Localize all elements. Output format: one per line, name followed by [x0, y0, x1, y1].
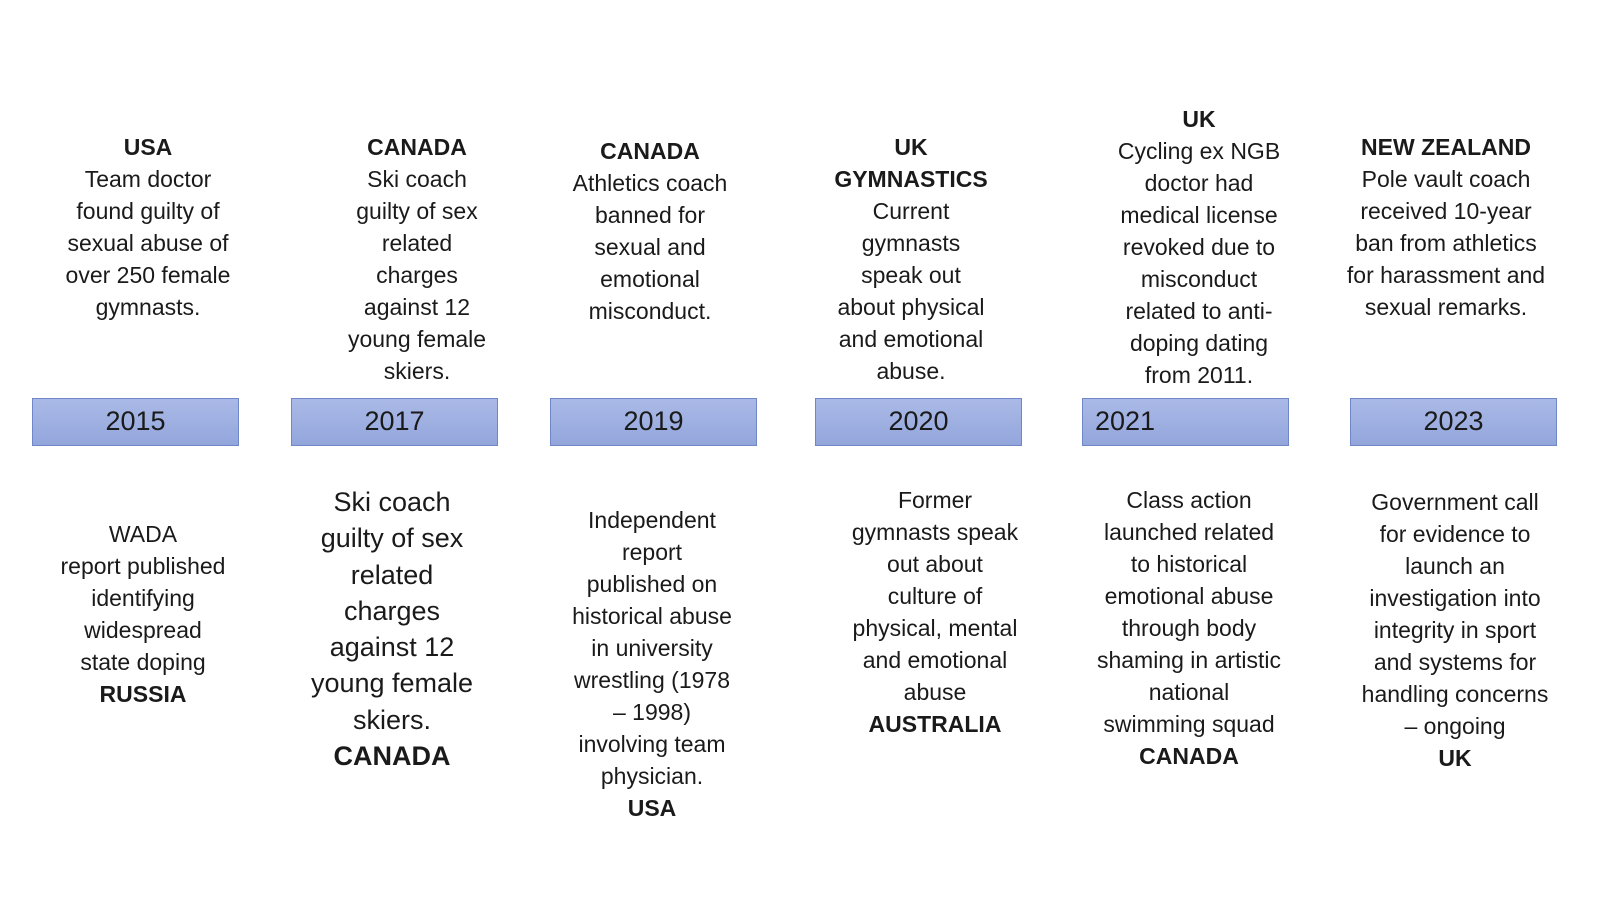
- event-2015-top: [48, 131, 248, 323]
- event-line: for evidence to: [1379, 521, 1531, 547]
- event-line: medical license: [1120, 202, 1278, 228]
- event-country: UK: [1182, 106, 1216, 132]
- event-2023-bottom: [1350, 486, 1560, 774]
- event-line: against 12: [329, 632, 455, 663]
- event-line: culture of: [887, 583, 983, 609]
- event-2023-top: [1336, 131, 1556, 323]
- event-line: physician.: [600, 763, 704, 789]
- event-country: CANADA: [333, 741, 451, 772]
- event-line: – ongoing: [1404, 713, 1506, 739]
- event-line: sexual and: [594, 234, 706, 260]
- event-2015-bottom: [38, 518, 248, 710]
- event-line: involving team: [578, 731, 726, 757]
- event-2021-top: [1099, 103, 1299, 391]
- event-line: Class action: [1126, 487, 1252, 513]
- event-line: charges: [343, 595, 441, 626]
- event-line: Former: [897, 487, 973, 513]
- event-line: emotional: [600, 266, 700, 292]
- event-line: revoked due to: [1122, 234, 1276, 260]
- event-country: CANADA: [367, 134, 467, 160]
- event-line: state doping: [80, 649, 206, 675]
- event-line: launch an: [1405, 553, 1505, 579]
- event-line: gymnasts speak: [851, 519, 1019, 545]
- event-2017-bottom: [292, 484, 492, 774]
- event-country: USA: [627, 795, 677, 821]
- event-line: to historical: [1130, 551, 1248, 577]
- event-line: through body: [1121, 615, 1257, 641]
- year-box-2021: 2021: [1082, 398, 1289, 446]
- event-line: charges: [376, 262, 458, 288]
- event-line: abuse: [903, 679, 967, 705]
- event-line: banned for: [595, 202, 705, 228]
- event-country: AUSTRALIA: [868, 711, 1002, 737]
- event-line: Current: [872, 198, 950, 224]
- event-line: published on: [586, 571, 718, 597]
- event-line: skiers.: [383, 358, 451, 384]
- event-line: young female: [310, 668, 474, 699]
- event-line: received 10-year: [1360, 198, 1532, 224]
- event-line: Government call: [1371, 489, 1539, 515]
- event-line: Independent: [588, 507, 716, 533]
- event-line: guilty of sex: [320, 523, 464, 554]
- event-line: shaming in artistic: [1096, 647, 1282, 673]
- event-line: physical, mental: [852, 615, 1018, 641]
- event-2019-bottom: [552, 504, 752, 824]
- event-line: swimming squad: [1103, 711, 1275, 737]
- event-line: doping dating: [1129, 330, 1269, 356]
- event-line: over 250 female: [65, 262, 231, 288]
- event-line: related: [350, 559, 434, 590]
- event-2021-bottom: [1084, 484, 1294, 772]
- event-line: sexual remarks.: [1364, 294, 1528, 320]
- year-box-2017: 2017: [291, 398, 498, 446]
- event-line: found guilty of: [76, 198, 220, 224]
- event-line: investigation into: [1369, 585, 1541, 611]
- event-line: abuse.: [876, 358, 946, 384]
- event-line: Ski coach: [367, 166, 467, 192]
- event-country: UK: [1438, 745, 1472, 771]
- event-line: report published: [60, 553, 226, 579]
- event-line: related: [381, 230, 453, 256]
- event-line: sexual abuse of: [67, 230, 229, 256]
- event-line: and emotional: [838, 326, 984, 352]
- event-country: CANADA: [1139, 743, 1239, 769]
- event-2019-top: [550, 135, 750, 327]
- event-line: and systems for: [1373, 649, 1537, 675]
- event-line: against 12: [363, 294, 471, 320]
- event-line: misconduct.: [588, 298, 712, 324]
- event-line: misconduct: [1140, 266, 1258, 292]
- event-line: guilty of sex: [356, 198, 478, 224]
- event-line: Pole vault coach: [1361, 166, 1531, 192]
- event-line: Ski coach: [333, 487, 451, 517]
- event-line: from 2011.: [1144, 362, 1254, 388]
- event-line: Athletics coach: [572, 170, 728, 196]
- event-line: – 1998): [612, 699, 691, 725]
- event-line: young female: [347, 326, 487, 352]
- year-box-2023: 2023: [1350, 398, 1557, 446]
- event-line: ban from athletics: [1355, 230, 1537, 256]
- event-line: related to anti-: [1125, 298, 1273, 324]
- event-country-sub: GYMNASTICS: [834, 166, 988, 192]
- event-line: widespread: [84, 617, 202, 643]
- event-line: in university: [591, 635, 713, 661]
- event-line: out about: [887, 551, 983, 577]
- event-line: report: [621, 539, 683, 565]
- event-country: CANADA: [600, 138, 700, 164]
- event-line: historical abuse: [572, 603, 732, 629]
- event-line: skiers.: [352, 704, 431, 735]
- event-country: NEW ZEALAND: [1361, 134, 1531, 160]
- year-box-2019: 2019: [550, 398, 757, 446]
- event-2020-bottom: [835, 484, 1035, 740]
- event-line: emotional abuse: [1104, 583, 1274, 609]
- event-line: about physical: [837, 294, 985, 320]
- event-2017-top: [317, 131, 517, 387]
- event-country: UK: [894, 134, 928, 160]
- event-line: Team doctor: [84, 166, 212, 192]
- year-box-2020: 2020: [815, 398, 1022, 446]
- year-box-2015: 2015: [32, 398, 239, 446]
- event-line: handling concerns: [1361, 681, 1549, 707]
- event-country: USA: [123, 134, 173, 160]
- event-line: for harassment and: [1346, 262, 1546, 288]
- event-line: launched related: [1103, 519, 1275, 545]
- event-2020-top: [811, 131, 1011, 387]
- event-line: wrestling (1978: [574, 667, 730, 693]
- event-line: doctor had: [1144, 170, 1254, 196]
- event-line: and emotional: [862, 647, 1008, 673]
- event-line: speak out: [861, 262, 961, 288]
- event-line: gymnasts: [861, 230, 961, 256]
- event-line: national: [1148, 679, 1230, 705]
- event-line: WADA: [108, 521, 178, 547]
- event-line: integrity in sport: [1373, 617, 1537, 643]
- event-line: Cycling ex NGB: [1117, 138, 1281, 164]
- event-line: identifying: [91, 585, 195, 611]
- event-country: RUSSIA: [99, 681, 187, 707]
- event-line: gymnasts.: [95, 294, 201, 320]
